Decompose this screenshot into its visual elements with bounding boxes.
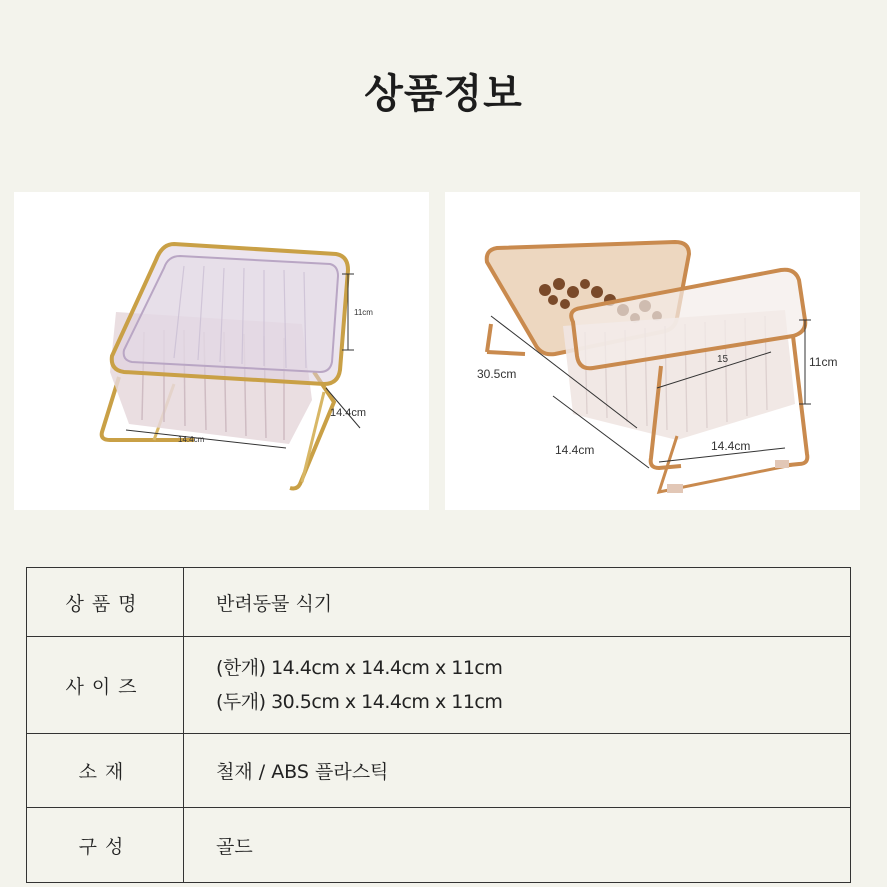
double-inner-label: 15 <box>717 354 729 365</box>
single-bowl-photo <box>14 192 429 510</box>
size-double: (두개) 30.5cm x 14.4cm x 11cm <box>216 691 503 713</box>
page-title: 상품정보 <box>364 71 523 117</box>
single-height-label: 11cm <box>354 308 373 317</box>
composition-value: 골드 <box>184 808 851 883</box>
single-bowl-illustration <box>14 192 429 510</box>
double-front-label: 14.4cm <box>555 443 595 457</box>
double-height-label: 11cm <box>809 355 838 369</box>
size-label: 사이즈 <box>27 637 184 734</box>
size-value <box>184 637 851 734</box>
double-bowl-photo <box>445 192 860 510</box>
composition-label: 구성 <box>27 808 184 883</box>
single-width-label: 14.4cm <box>178 435 205 444</box>
table-row <box>27 568 851 637</box>
table-row <box>27 734 851 808</box>
single-depth-label: 14.4cm <box>330 407 367 419</box>
double-length-label: 30.5cm <box>477 367 517 381</box>
size-single: (한개) 14.4cm x 14.4cm x 11cm <box>216 657 503 679</box>
material-label: 소재 <box>27 734 184 808</box>
table-row <box>27 637 851 734</box>
product-name-value: 반려동물 식기 <box>184 568 851 637</box>
product-name-label: 상품명 <box>27 568 184 637</box>
double-width-label: 14.4cm <box>711 439 751 453</box>
product-info-table <box>26 567 851 883</box>
double-bowl-illustration <box>445 192 860 510</box>
table-row <box>27 808 851 883</box>
material-value: 철재 / ABS 플라스틱 <box>184 734 851 808</box>
